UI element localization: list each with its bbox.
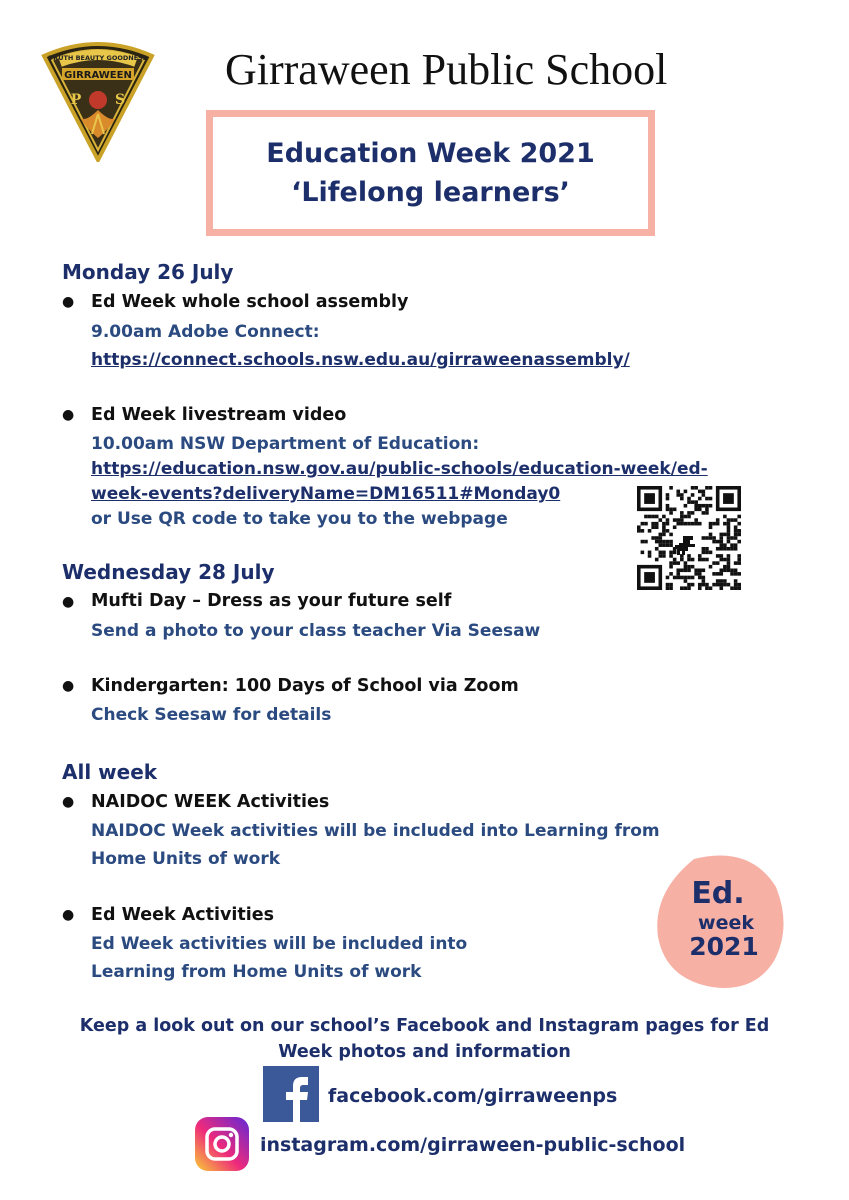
svg-text:week: week bbox=[698, 912, 754, 934]
bullet-icon: ● bbox=[62, 294, 75, 310]
title-line-1: Education Week 2021 bbox=[266, 138, 595, 169]
svg-text:Ed.: Ed. bbox=[691, 876, 745, 911]
monday-item1-link-row bbox=[91, 346, 630, 374]
title-line-2: ‘Lifelong learners’ bbox=[291, 177, 570, 208]
allweek-item1-detail-1: NAIDOC Week activities will be included into Learning from bbox=[91, 821, 660, 841]
allweek-item2-detail-2: Learning from Home Units of work bbox=[91, 962, 422, 982]
svg-text:GIRRAWEEN: GIRRAWEEN bbox=[64, 70, 132, 81]
facebook-link[interactable]: facebook.com/girraweenps bbox=[328, 1085, 618, 1107]
bullet-icon: ● bbox=[62, 678, 75, 694]
svg-text:2021: 2021 bbox=[689, 932, 759, 961]
bullet-icon: ● bbox=[62, 794, 75, 810]
monday-item2-link-row-1 bbox=[91, 455, 708, 483]
allweek-item2-title: Ed Week Activities bbox=[91, 905, 275, 925]
svg-text:TRUTH BEAUTY GOODNESS: TRUTH BEAUTY GOODNESS bbox=[48, 54, 148, 62]
ed-week-badge-icon bbox=[654, 853, 786, 991]
social-message-line-2: Week photos and information bbox=[278, 1042, 571, 1062]
monday-heading: Monday 26 July bbox=[62, 260, 234, 284]
bullet-icon: ● bbox=[62, 907, 75, 923]
wednesday-item2-title: Kindergarten: 100 Days of School via Zoom bbox=[91, 676, 519, 696]
wednesday-item1-detail: Send a photo to your class teacher Via Seesaw bbox=[91, 621, 541, 641]
qr-note: or Use QR code to take you to the webpage bbox=[91, 509, 508, 529]
svg-text:P: P bbox=[70, 92, 82, 108]
bullet-icon: ● bbox=[62, 407, 75, 423]
wednesday-item1-title: Mufti Day – Dress as your future self bbox=[91, 591, 452, 611]
monday-item1-detail: 9.00am Adobe Connect: bbox=[91, 322, 320, 342]
allweek-heading: All week bbox=[62, 760, 158, 784]
bullet-icon: ● bbox=[62, 594, 75, 610]
allweek-item1-title: NAIDOC WEEK Activities bbox=[91, 792, 330, 812]
monday-item1-title: Ed Week whole school assembly bbox=[91, 292, 409, 312]
livestream-link-part-2[interactable]: week-events?deliveryName=DM16511#Monday0 bbox=[91, 484, 561, 504]
monday-item2-detail: 10.00am NSW Department of Education: bbox=[91, 434, 480, 454]
wednesday-heading: Wednesday 28 July bbox=[62, 560, 275, 584]
monday-item2-link-row-2 bbox=[91, 480, 560, 508]
instagram-link[interactable]: instagram.com/girraween-public-school bbox=[260, 1134, 686, 1156]
social-message-line-1: Keep a look out on our school’s Facebook and Instagram pages for Ed bbox=[79, 1016, 770, 1036]
facebook-icon[interactable] bbox=[263, 1066, 319, 1122]
qr-code-icon[interactable] bbox=[637, 486, 741, 590]
wednesday-item2-detail: Check Seesaw for details bbox=[91, 705, 332, 725]
instagram-icon[interactable] bbox=[195, 1117, 249, 1171]
monday-item2-title: Ed Week livestream video bbox=[91, 405, 347, 425]
livestream-link-part-1[interactable]: https://education.nsw.gov.au/public-schools/education-week/ed- bbox=[91, 459, 708, 479]
allweek-item1-detail-2: Home Units of work bbox=[91, 849, 281, 869]
allweek-item2-detail-1: Ed Week activities will be included into bbox=[91, 934, 468, 954]
svg-text:S: S bbox=[114, 92, 126, 108]
title-box bbox=[206, 110, 655, 236]
social-message bbox=[30, 1013, 819, 1065]
school-name: Girraween Public School bbox=[225, 45, 668, 94]
assembly-link[interactable]: https://connect.schools.nsw.edu.au/girraweenassembly/ bbox=[91, 350, 630, 370]
